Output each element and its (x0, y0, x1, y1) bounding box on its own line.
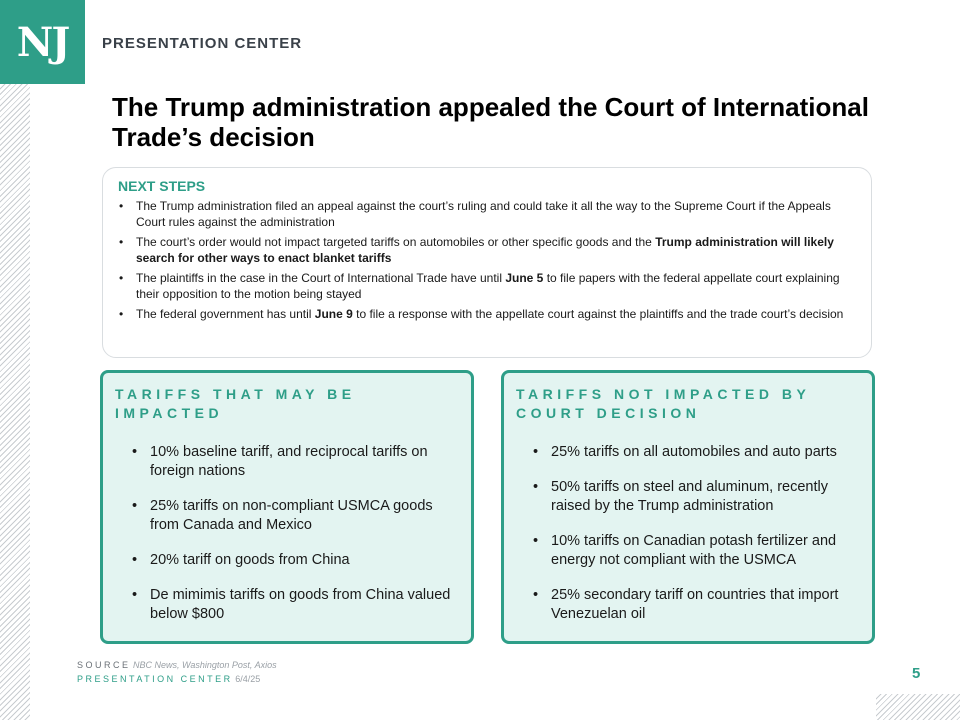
next-steps-heading: NEXT STEPS (118, 178, 206, 194)
card-list-item: • 50% tariffs on steel and aluminum, recently raised by the Trump administration (516, 478, 860, 516)
card-title: TARIFFS THAT MAY BE IMPACTED (115, 386, 356, 421)
card-list-item: • 25% tariffs on all automobiles and auto parts (516, 443, 860, 462)
card-list-item: • 10% tariffs on Canadian potash fertilizer and energy not compliant with the USMCA (516, 532, 860, 570)
source-line (77, 658, 277, 672)
card-list (115, 443, 459, 624)
tariffs-may-be-impacted-card (100, 370, 474, 644)
center-label: PRESENTATION CENTER (77, 674, 233, 684)
next-steps-item: • The court’s order would not impact targeted tariffs on automobiles or other specific goods and the Trump administration will likely search for other ways to enact blanket tariffs (118, 235, 857, 266)
next-steps-item: • The federal government has until June 9 to file a response with the appellate court against the plaintiffs and the trade court’s decision (118, 307, 857, 323)
source-text: NBC News, Washington Post, Axios (133, 660, 277, 670)
card-list-item: • De mimimis tariffs on goods from China valued below $800 (115, 586, 459, 624)
card-list (516, 443, 860, 624)
card-list-item: • 10% baseline tariff, and reciprocal tariffs on foreign nations (115, 443, 459, 481)
next-steps-list (118, 199, 857, 323)
next-steps-panel (102, 167, 872, 358)
card-list-item: • 20% tariff on goods from China (115, 551, 459, 570)
footer-date: 6/4/25 (235, 674, 261, 684)
center-line (77, 672, 277, 686)
footer (77, 658, 277, 686)
next-steps-item: • The plaintiffs in the case in the Court of International Trade have until June 5 to file papers with the federal appellate court explaining their opposition to the motion being stayed (118, 271, 857, 302)
card-list-item: • 25% secondary tariff on countries that import Venezuelan oil (516, 586, 860, 624)
tariffs-not-impacted-card (501, 370, 875, 644)
page-title: The Trump administration appealed the Court of International Trade’s decision (112, 92, 869, 152)
card-title: TARIFFS NOT IMPACTED BY COURT DECISION (516, 386, 811, 421)
page-number: 5 (912, 665, 921, 682)
next-steps-item: • The Trump administration filed an appeal against the court’s ruling and could take it all the way to the Supreme Court if the Appeals Court rules against the administration (118, 199, 857, 230)
source-label: SOURCE (77, 660, 131, 670)
decorative-hatch-left (0, 84, 30, 720)
card-list-item: • 25% tariffs on non-compliant USMCA goods from Canada and Mexico (115, 497, 459, 535)
brand-label: PRESENTATION CENTER (102, 35, 303, 52)
nj-logo: NJ (0, 0, 85, 84)
decorative-hatch-bottom-right (876, 694, 960, 720)
